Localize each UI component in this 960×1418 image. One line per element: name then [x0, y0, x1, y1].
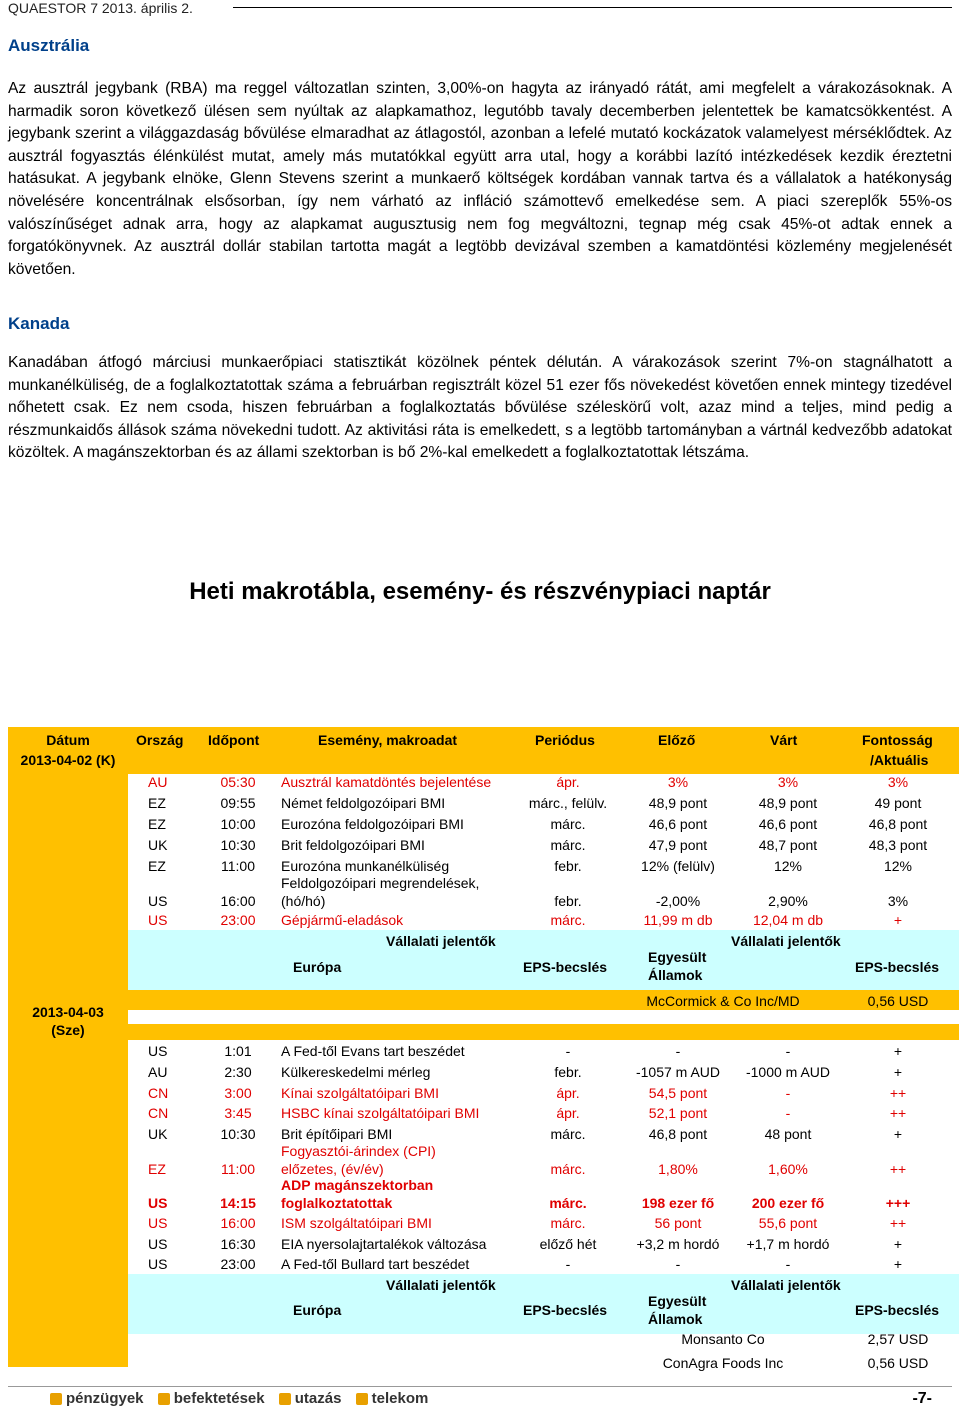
prev-cell: 3%: [667, 774, 689, 790]
header-event: Esemény, makroadat: [318, 732, 458, 748]
time-cell: 11:00: [221, 1161, 255, 1177]
period-cell: márc.: [549, 1195, 587, 1211]
country-cell: US: [148, 1256, 168, 1272]
day1-label: 2013-04-02 (K): [20, 752, 116, 768]
event-cell-line2: előzetes, (év/év): [281, 1161, 384, 1177]
importance-cell: +++: [885, 1195, 911, 1211]
logo-square-icon: [356, 1393, 368, 1405]
event-cell: Eurozóna feldolgozóipari BMI: [281, 816, 464, 832]
importance-cell: +: [893, 1256, 903, 1272]
expected-cell: 48,9 pont: [758, 795, 818, 811]
earn1-label-left: Vállalati jelentők: [386, 933, 496, 949]
importance-cell: 3%: [887, 774, 909, 790]
importance-cell: +: [893, 1236, 903, 1252]
expected-cell: -: [785, 1085, 791, 1101]
event-cell: ISM szolgáltatóipari BMI: [281, 1215, 432, 1231]
australia-paragraph: Az ausztrál jegybank (RBA) ma reggel változatlan szinten, 3,00%-on hagyta az irányadó rátát, ami megfelelt a várakozásoknak. A harmadik soron következő ülésen sem nyúltak az alapkamathoz, legutóbb tavaly decemberben jelentettek be kamatcsökkentést. A jegybank szerint a világgazdaság bővülése elmaradhat az átlagostól, azonban a lefelé mutató kockázatok valamelyest mérséklődtek. Az ausztrál fogyasztás élénkülést mutat, amely más mutatókkal együtt arra utal, hogy a korábbi lazító intézkedések kezdik éreztetni hatásukat. A jegybank elnöke, Glenn Stevens szerint a munkaerő költségek kordában vannak tartva és a vállalatok a hatékonyság növelésére koncentrálnak elsősorban, így nem várható az infláció számottevő emelkedése sem. A piaci szereplők 55%-os valószínűséget adnak arra, hogy az alapkamat augusztusig nem fog megváltozni, tegnap még csak 45%-ot adtak ennek a forgatókönyvnek. Az ausztrál dollár stabilan tartotta magát a legtöbb devizával szemben a kamatdöntési közlemény megjelenését követően.: [8, 80, 952, 278]
page-number: -7-: [912, 1390, 932, 1407]
calendar-title: Heti makrotábla, esemény- és részvénypiaci naptár: [189, 578, 771, 605]
event-cell: HSBC kínai szolgáltatóipari BMI: [281, 1105, 480, 1121]
country-cell: US: [148, 1215, 168, 1231]
prev-cell: 11,99 m db: [643, 912, 713, 928]
country-cell: CN: [148, 1105, 169, 1121]
period-cell: febr.: [554, 1064, 582, 1080]
country-cell: US: [148, 912, 168, 928]
time-cell: 05:30: [220, 774, 256, 790]
prev-cell: +3,2 m hordó: [636, 1236, 720, 1252]
earn2-label-right: Vállalati jelentők: [731, 1277, 841, 1293]
event-cell: EIA nyersolajtartalékok változása: [281, 1236, 487, 1252]
time-cell: 1:01: [224, 1043, 252, 1059]
time-cell: 10:30: [220, 837, 256, 853]
expected-cell: -: [785, 1043, 791, 1059]
importance-cell: ++: [889, 1105, 907, 1121]
time-cell: 3:45: [224, 1105, 252, 1121]
prev-cell: -: [675, 1043, 681, 1059]
country-cell: US: [148, 893, 168, 909]
period-cell: márc.: [550, 912, 586, 928]
header-period: Periódus: [535, 732, 595, 748]
importance-cell: ++: [889, 1085, 907, 1101]
prev-cell: 12% (felülv): [641, 858, 715, 874]
header-importance: Fontosság: [862, 732, 933, 748]
period-cell: márc.: [550, 1215, 586, 1231]
time-cell: 2:30: [224, 1064, 252, 1080]
earn1-label-right: Vállalati jelentők: [731, 933, 841, 949]
event-cell: Ausztrál kamatdöntés bejelentése: [281, 774, 492, 790]
header-country: Ország: [136, 732, 184, 748]
header-rule: [233, 7, 952, 8]
country-cell: AU: [148, 1064, 168, 1080]
importance-cell: 48,3 pont: [868, 837, 928, 853]
event-cell: Brit építőipari BMI: [281, 1126, 393, 1142]
prev-cell: 198 ezer fő: [641, 1195, 715, 1211]
period-cell: márc.: [550, 837, 586, 853]
page-header: QUAESTOR 7 2013. április 2.: [8, 0, 193, 16]
logo-square-icon: [279, 1393, 291, 1405]
event-cell: Német feldolgozóipari BMI: [281, 795, 446, 811]
company-name: Monsanto Co: [681, 1331, 765, 1347]
earn2-eps-right: EPS-becslés: [855, 1302, 940, 1318]
canada-paragraph: Kanadában átfogó márciusi munkaerőpiaci statisztikát közölnek péntek délután. A várakozások szerint 7%-on stagnálhatott a munkanélküliség, de a foglalkoztatottak száma a februárban regisztrált közel 51 ezer fős növekedést követően ennek mintegy tizedével nőhetett csak. Ez nem csoda, hiszen februárban a foglalkoztatás bővülése széleskörű volt, azaz mind a teljes, mind pedig a részmunkaidős állások száma növekedni tudott. Az aktivitási ráta is emelkedett, s a legtöbb tartományban a vártnál kedvezőbb adatokat közöltek. A magánszektorban és az állami szektorban is bő 2%-kal emelkedett a foglalkoztatottak létszáma.: [8, 354, 952, 462]
expected-cell: 12,04 m db: [752, 912, 824, 928]
expected-cell: 2,90%: [768, 893, 808, 909]
eps-value: 2,57 USD: [867, 1331, 929, 1347]
macro-calendar-table: [8, 727, 959, 1371]
day2-weekday: (Sze): [51, 1022, 85, 1038]
period-cell: ápr.: [556, 774, 580, 790]
prev-cell: 46,8 pont: [648, 1126, 708, 1142]
importance-cell: 3%: [887, 893, 909, 909]
time-cell: 11:00: [221, 858, 255, 874]
time-cell: 23:00: [220, 1256, 256, 1272]
header-expected: Várt: [770, 732, 798, 748]
event-cell: Gépjármű-eladások: [281, 912, 404, 928]
header-prev: Előző: [658, 732, 696, 748]
prev-cell: 48,9 pont: [648, 795, 708, 811]
header-date: Dátum: [46, 732, 90, 748]
period-cell: márc.: [550, 1161, 586, 1177]
time-cell: 16:00: [220, 893, 256, 909]
expected-cell: 48 pont: [764, 1126, 812, 1142]
country-cell: EZ: [148, 858, 166, 874]
expected-cell: -: [785, 1105, 791, 1121]
logo-word-3: utazás: [294, 1390, 342, 1407]
footer-rule: [8, 1386, 952, 1387]
eps-value: 0,56 USD: [867, 1355, 929, 1371]
event-cell: ADP magánszektorban: [281, 1177, 434, 1193]
country-cell: UK: [148, 837, 168, 853]
country-cell: EZ: [148, 795, 166, 811]
earn1-us-a: Egyesült: [648, 949, 707, 965]
event-cell: Külkereskedelmi mérleg: [281, 1064, 431, 1080]
period-cell: előző hét: [539, 1236, 597, 1252]
importance-cell: 49 pont: [874, 795, 922, 811]
time-cell: 14:15: [220, 1195, 256, 1211]
section-heading-canada: Kanada: [8, 314, 70, 333]
time-cell: 23:00: [220, 912, 256, 928]
day-separator-bar: [128, 1024, 959, 1040]
time-cell: 10:30: [220, 1126, 256, 1142]
country-cell: EZ: [148, 816, 166, 832]
period-cell: febr.: [554, 858, 582, 874]
header-time: Időpont: [208, 732, 260, 748]
period-cell: -: [565, 1256, 571, 1272]
country-cell: CN: [148, 1085, 169, 1101]
prev-cell: -2,00%: [655, 893, 701, 909]
time-cell: 3:00: [224, 1085, 252, 1101]
logo-square-icon: [158, 1393, 170, 1405]
prev-cell: 46,6 pont: [648, 816, 708, 832]
event-cell: Eurozóna munkanélküliség: [281, 858, 450, 874]
country-cell: EZ: [148, 1161, 166, 1177]
importance-cell: 12%: [883, 858, 913, 874]
importance-cell: +: [893, 1126, 903, 1142]
day2-label: 2013-04-03: [32, 1004, 104, 1020]
importance-cell: +: [893, 912, 903, 928]
section-heading-australia: Ausztrália: [8, 36, 90, 55]
prev-cell: 54,5 pont: [648, 1085, 708, 1101]
earn2-eps-left: EPS-becslés: [523, 1302, 608, 1318]
earn1-eps-left: EPS-becslés: [523, 959, 608, 975]
logo-square-icon: [50, 1393, 62, 1405]
prev-cell: -: [675, 1256, 681, 1272]
company-name: ConAgra Foods Inc: [662, 1355, 784, 1371]
country-cell: US: [148, 1195, 168, 1211]
country-cell: AU: [148, 774, 168, 790]
earn1-eps-right: EPS-becslés: [855, 959, 940, 975]
time-cell: 16:30: [220, 1236, 256, 1252]
logo-word-2: befektetések: [173, 1390, 265, 1407]
expected-cell: 3%: [777, 774, 799, 790]
header-importance-actual: /Aktuális: [870, 752, 929, 768]
event-cell: Brit feldolgozóipari BMI: [281, 837, 425, 853]
event-cell-line2: (hó/hó): [281, 893, 326, 909]
time-cell: 09:55: [220, 795, 256, 811]
earn1-us-b: Államok: [648, 967, 703, 983]
earn1-europe: Európa: [293, 959, 342, 975]
expected-cell: 48,7 pont: [758, 837, 818, 853]
period-cell: ápr.: [556, 1105, 580, 1121]
period-cell: -: [565, 1043, 571, 1059]
importance-cell: ++: [889, 1161, 907, 1177]
period-cell: márc.: [550, 1126, 586, 1142]
expected-cell: +1,7 m hordó: [746, 1236, 830, 1252]
event-cell: Feldolgozóipari megrendelések,: [281, 875, 480, 891]
company-name: McCormick & Co Inc/MD: [646, 993, 800, 1009]
period-cell: márc., felülv.: [528, 795, 608, 811]
event-cell-line2: foglalkoztatottak: [281, 1195, 393, 1211]
eps-value: 0,56 USD: [867, 993, 929, 1009]
expected-cell: 200 ezer fő: [751, 1195, 825, 1211]
event-cell: A Fed-től Evans tart beszédet: [281, 1043, 465, 1059]
date-column-day2: [8, 1040, 128, 1367]
earn2-europe: Európa: [293, 1302, 342, 1318]
period-cell: febr.: [554, 893, 582, 909]
footer-logo: [40, 1390, 428, 1407]
expected-cell: -: [785, 1256, 791, 1272]
country-cell: UK: [148, 1126, 168, 1142]
event-cell: Fogyasztói-árindex (CPI): [281, 1143, 436, 1159]
period-cell: ápr.: [556, 1085, 580, 1101]
logo-word-1: pénzügyek: [66, 1390, 144, 1407]
period-cell: márc.: [550, 816, 586, 832]
importance-cell: ++: [889, 1215, 907, 1231]
earn2-label-left: Vállalati jelentők: [386, 1277, 496, 1293]
event-cell: Kínai szolgáltatóipari BMI: [281, 1085, 439, 1101]
prev-cell: -1057 m AUD: [635, 1064, 721, 1080]
country-cell: US: [148, 1043, 168, 1059]
expected-cell: 1,60%: [768, 1161, 808, 1177]
prev-cell: 52,1 pont: [648, 1105, 708, 1121]
expected-cell: 46,6 pont: [758, 816, 818, 832]
prev-cell: 47,9 pont: [648, 837, 708, 853]
prev-cell: 56 pont: [654, 1215, 702, 1231]
earn2-us-b: Államok: [648, 1311, 703, 1327]
expected-cell: 55,6 pont: [758, 1215, 818, 1231]
importance-cell: +: [893, 1043, 903, 1059]
importance-cell: +: [893, 1064, 903, 1080]
time-cell: 16:00: [220, 1215, 256, 1231]
logo-word-4: telekom: [371, 1390, 429, 1407]
country-cell: US: [148, 1236, 168, 1252]
event-cell: A Fed-től Bullard tart beszédet: [281, 1256, 470, 1272]
time-cell: 10:00: [220, 816, 256, 832]
page-footer: [0, 1388, 960, 1418]
date-column-day1: [8, 727, 128, 1040]
expected-cell: 12%: [773, 858, 803, 874]
earn2-us-a: Egyesült: [648, 1293, 707, 1309]
prev-cell: 1,80%: [658, 1161, 698, 1177]
importance-cell: 46,8 pont: [868, 816, 928, 832]
expected-cell: -1000 m AUD: [745, 1064, 831, 1080]
